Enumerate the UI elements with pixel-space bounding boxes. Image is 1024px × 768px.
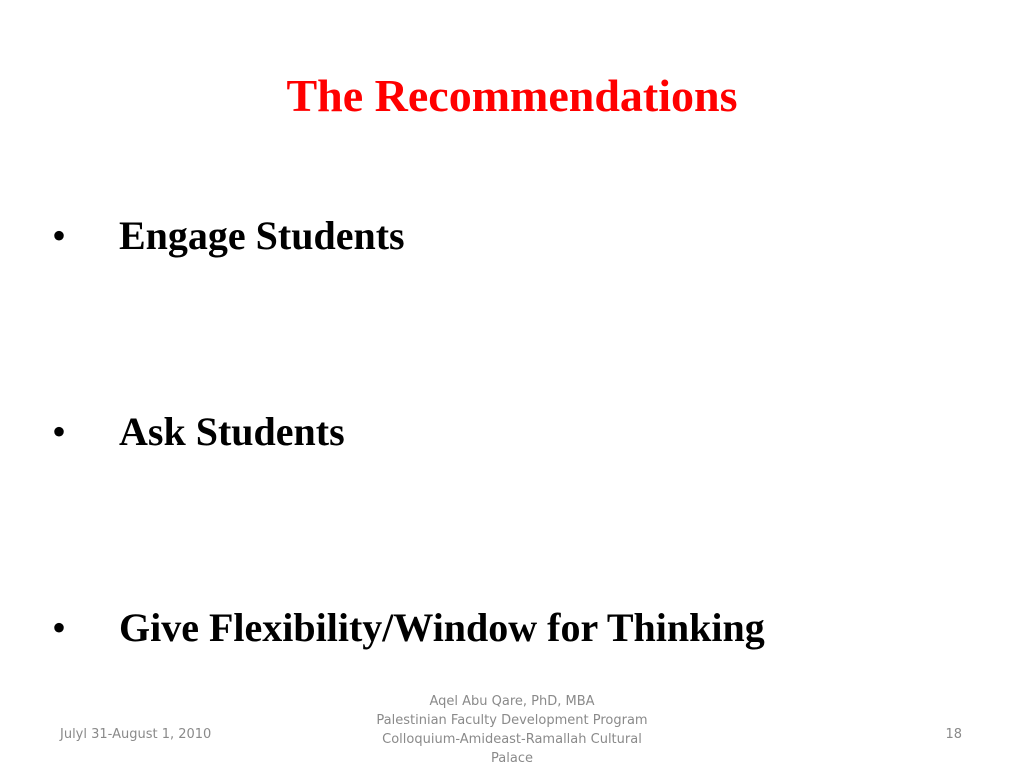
- bullet-text: Give Flexibility/Window for Thinking: [119, 605, 765, 650]
- footer-line-venue: Colloquium-Amideast-Ramallah Cultural: [382, 732, 642, 747]
- bullet-marker: •: [52, 213, 67, 258]
- bullet-text: Engage Students: [119, 213, 405, 258]
- footer-presenter-info: [352, 692, 672, 768]
- footer-date: Julyl 31-August 1, 2010: [60, 727, 212, 742]
- footer-line-presenter: Aqel Abu Qare, PhD, MBA: [429, 694, 595, 709]
- footer-line-venue-cont: Palace: [491, 751, 533, 766]
- bullet-marker: •: [52, 605, 67, 650]
- slide-number: 18: [945, 727, 962, 742]
- bullet-marker: •: [52, 409, 67, 454]
- footer-line-program: Palestinian Faculty Development Program: [376, 713, 648, 728]
- bullet-text: Ask Students: [119, 409, 345, 454]
- slide-title: The Recommendations: [286, 70, 738, 121]
